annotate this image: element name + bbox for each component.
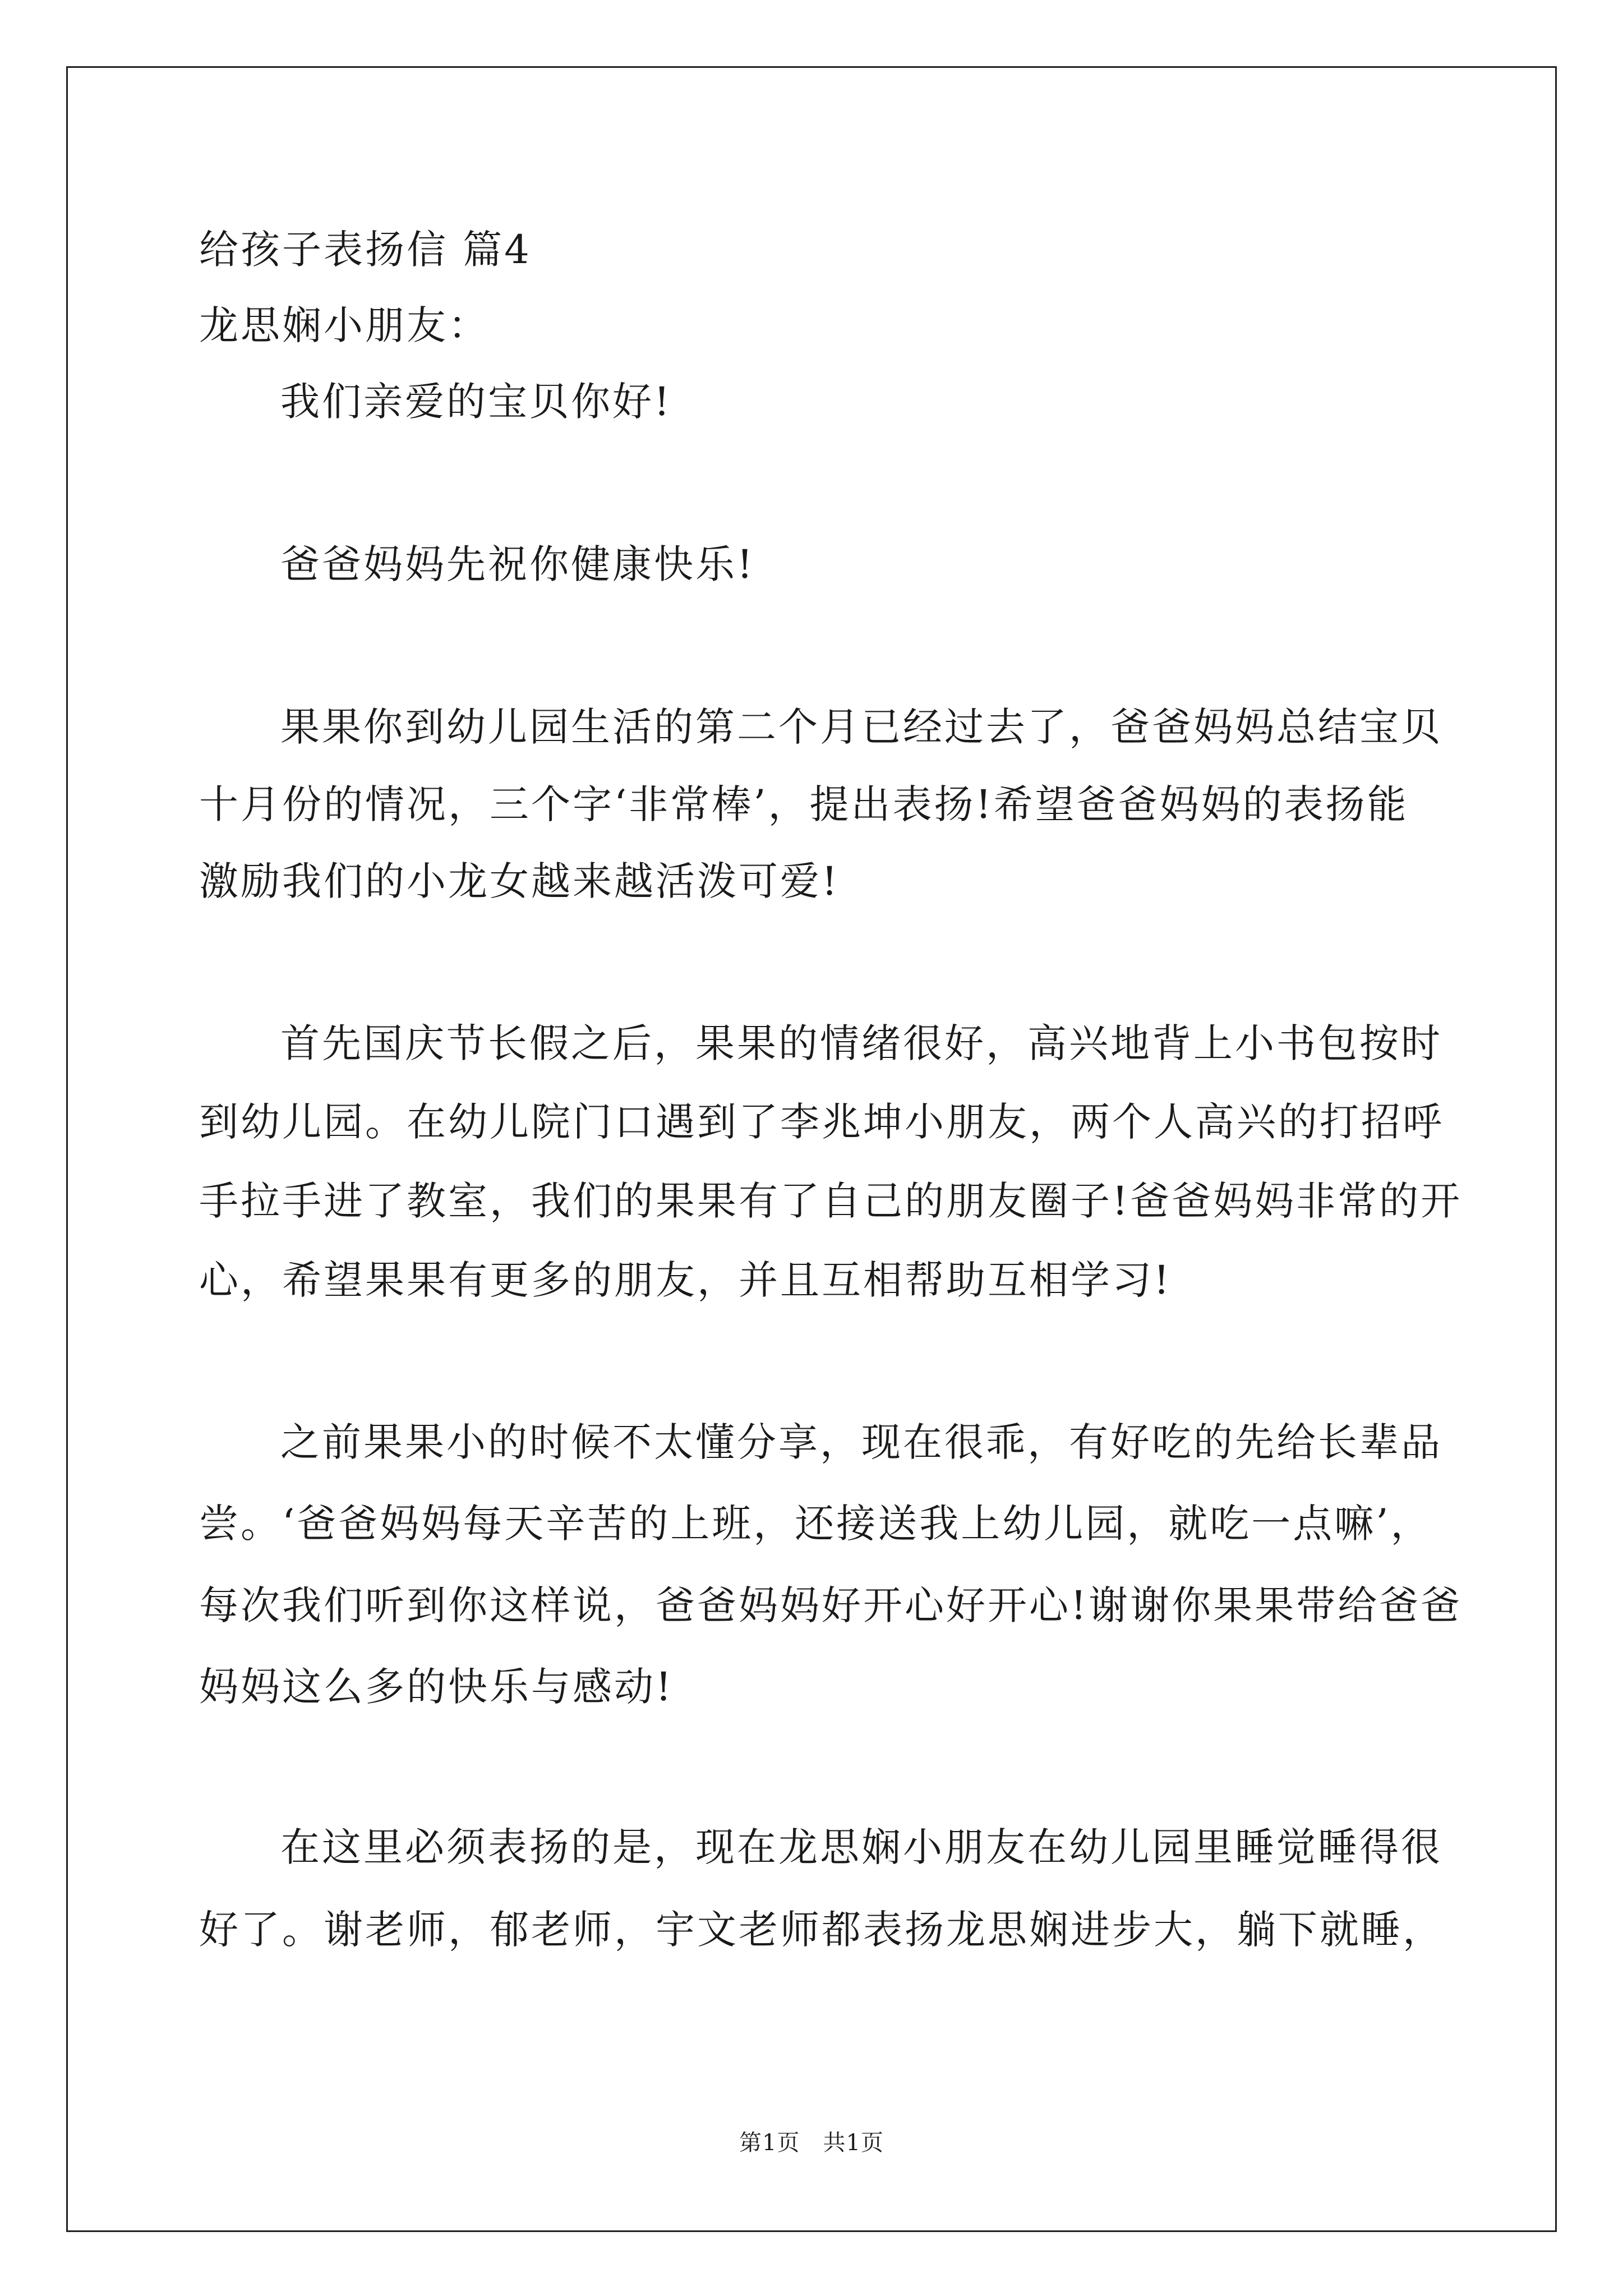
page-number-footer: 第1页 共1页 [739,2130,884,2156]
text-line: 心，希望果果有更多的朋友，并且互相帮助互相学习! [199,1257,1172,1303]
text-line: 在这里必须表扬的是，现在龙思娴小朋友在幼儿园里睡觉睡得很 [280,1824,1442,1870]
text-line: 之前果果小的时候不太懂分享，现在很乖，有好吃的先给长辈品 [280,1419,1442,1465]
text-line: 好了。谢老师，郁老师，宇文老师都表扬龙思娴进步大，躺下就睡， [199,1907,1444,1953]
text-line: 十月份的情况，三个字‘非常棒’，提出表扬!希望爸爸妈妈的表扬能 [199,781,1409,827]
document-title: 给孩子表扬信 篇4 [199,227,532,273]
text-line: 每次我们听到你这样说，爸爸妈妈好开心好开心!谢谢你果果带给爸爸 [199,1582,1463,1628]
text-line: 激励我们的小龙女越来越活泼可爱! [199,858,840,904]
text-line: 妈妈这么多的快乐与感动! [199,1664,674,1710]
salutation: 龙思娴小朋友： [199,302,490,348]
text-line: 尝。‘爸爸妈妈每天辛苦的上班，还接送我上幼儿园，就吃一点嘛’， [199,1501,1432,1547]
text-line: 爸爸妈妈先祝你健康快乐! [280,541,755,587]
text-line: 我们亲爱的宝贝你好! [280,379,672,425]
text-line: 到幼儿园。在幼儿院门口遇到了李兆坤小朋友，两个人高兴的打招呼 [199,1099,1444,1145]
text-line: 手拉手进了教室，我们的果果有了自己的朋友圈子!爸爸妈妈非常的开 [199,1178,1463,1224]
text-line: 首先国庆节长假之后，果果的情绪很好，高兴地背上小书包按时 [280,1020,1442,1066]
text-line: 果果你到幼儿园生活的第二个月已经过去了，爸爸妈妈总结宝贝 [280,704,1442,750]
